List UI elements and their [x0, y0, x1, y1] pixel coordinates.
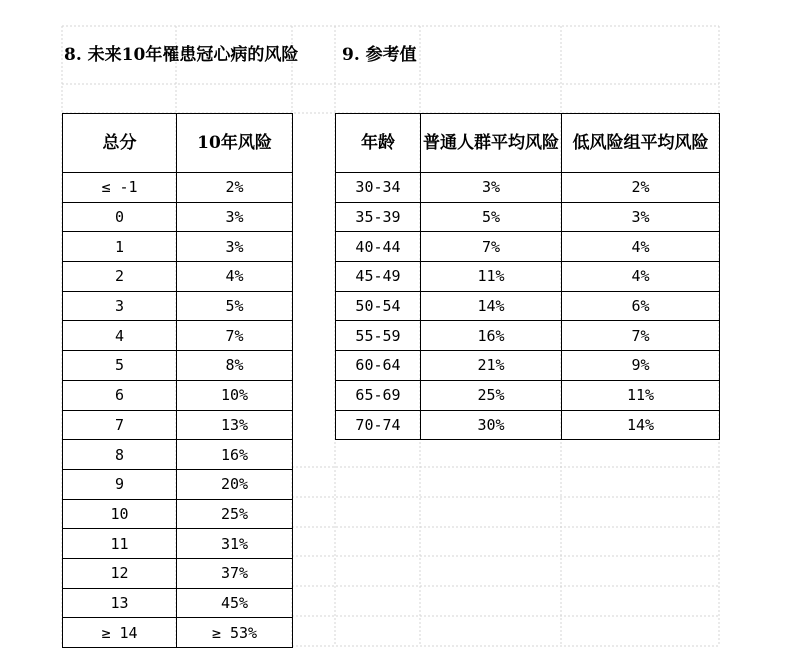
- table-row: [63, 173, 293, 203]
- risk-cell: 2%: [177, 173, 293, 203]
- general-risk-cell: 21%: [421, 351, 562, 381]
- score-cell: ≥ 14: [63, 618, 177, 648]
- score-header: 总分: [63, 114, 177, 173]
- score-cell: 1: [63, 232, 177, 262]
- age-cell: 45-49: [336, 262, 421, 292]
- risk-header: 10年风险: [177, 114, 293, 173]
- score-cell: 10: [63, 499, 177, 529]
- general-risk-cell: 14%: [421, 291, 562, 321]
- general-risk-cell: 16%: [421, 321, 562, 351]
- low-risk-cell: 2%: [562, 173, 720, 203]
- score-cell: ≤ -1: [63, 173, 177, 203]
- risk-cell: 20%: [177, 469, 293, 499]
- age-cell: 30-34: [336, 173, 421, 203]
- table-row: [336, 202, 720, 232]
- general-risk-cell: 30%: [421, 410, 562, 440]
- table-row: [336, 410, 720, 440]
- general-risk-cell: 7%: [421, 232, 562, 262]
- age-cell: 60-64: [336, 351, 421, 381]
- score-cell: 13: [63, 588, 177, 618]
- table-row: [336, 232, 720, 262]
- age-header: 年龄: [336, 114, 421, 173]
- risk-cell: 3%: [177, 232, 293, 262]
- age-cell: 35-39: [336, 202, 421, 232]
- score-cell: 5: [63, 351, 177, 381]
- low-risk-cell: 14%: [562, 410, 720, 440]
- age-cell: 65-69: [336, 380, 421, 410]
- age-cell: 50-54: [336, 291, 421, 321]
- table-row: [63, 529, 293, 559]
- table-row: [63, 351, 293, 381]
- score-cell: 6: [63, 380, 177, 410]
- section-9-title: 9. 参考值: [342, 45, 417, 65]
- general-risk-cell: 11%: [421, 262, 562, 292]
- table-row: [63, 202, 293, 232]
- low-risk-cell: 3%: [562, 202, 720, 232]
- score-cell: 4: [63, 321, 177, 351]
- score-risk-table: [62, 113, 293, 648]
- general-risk-cell: 5%: [421, 202, 562, 232]
- age-cell: 70-74: [336, 410, 421, 440]
- general-risk-cell: 25%: [421, 380, 562, 410]
- table-row: [63, 558, 293, 588]
- table-row: [63, 469, 293, 499]
- reference-value-table: [335, 113, 720, 440]
- score-cell: 11: [63, 529, 177, 559]
- risk-cell: 10%: [177, 380, 293, 410]
- risk-cell: ≥ 53%: [177, 618, 293, 648]
- risk-cell: 7%: [177, 321, 293, 351]
- low-risk-cell: 6%: [562, 291, 720, 321]
- age-cell: 40-44: [336, 232, 421, 262]
- table-row: [63, 262, 293, 292]
- risk-cell: 4%: [177, 262, 293, 292]
- table-row: [336, 262, 720, 292]
- risk-cell: 8%: [177, 351, 293, 381]
- low-risk-group-header: 低风险组平均风险: [562, 114, 720, 173]
- score-cell: 7: [63, 410, 177, 440]
- table-row: [336, 351, 720, 381]
- risk-cell: 25%: [177, 499, 293, 529]
- low-risk-cell: 7%: [562, 321, 720, 351]
- score-cell: 9: [63, 469, 177, 499]
- table-row: [336, 380, 720, 410]
- table-row: [63, 618, 293, 648]
- low-risk-cell: 4%: [562, 262, 720, 292]
- risk-cell: 31%: [177, 529, 293, 559]
- score-cell: 2: [63, 262, 177, 292]
- table-row: [336, 291, 720, 321]
- score-cell: 0: [63, 202, 177, 232]
- table-row: [336, 173, 720, 203]
- risk-cell: 3%: [177, 202, 293, 232]
- table-row: [63, 410, 293, 440]
- table-row: [63, 232, 293, 262]
- table-row: [63, 499, 293, 529]
- score-cell: 8: [63, 440, 177, 470]
- table-row: [336, 321, 720, 351]
- low-risk-cell: 9%: [562, 351, 720, 381]
- score-cell: 12: [63, 558, 177, 588]
- risk-cell: 37%: [177, 558, 293, 588]
- table-row: [63, 321, 293, 351]
- table-row: [63, 588, 293, 618]
- risk-cell: 13%: [177, 410, 293, 440]
- general-risk-cell: 3%: [421, 173, 562, 203]
- score-cell: 3: [63, 291, 177, 321]
- risk-cell: 45%: [177, 588, 293, 618]
- low-risk-cell: 4%: [562, 232, 720, 262]
- risk-cell: 5%: [177, 291, 293, 321]
- table-row: [63, 440, 293, 470]
- table-row: [63, 291, 293, 321]
- low-risk-cell: 11%: [562, 380, 720, 410]
- section-8-title: 8. 未来10年罹患冠心病的风险: [64, 45, 299, 65]
- risk-cell: 16%: [177, 440, 293, 470]
- table-row: [63, 380, 293, 410]
- age-cell: 55-59: [336, 321, 421, 351]
- general-population-header: 普通人群平均风险: [421, 114, 562, 173]
